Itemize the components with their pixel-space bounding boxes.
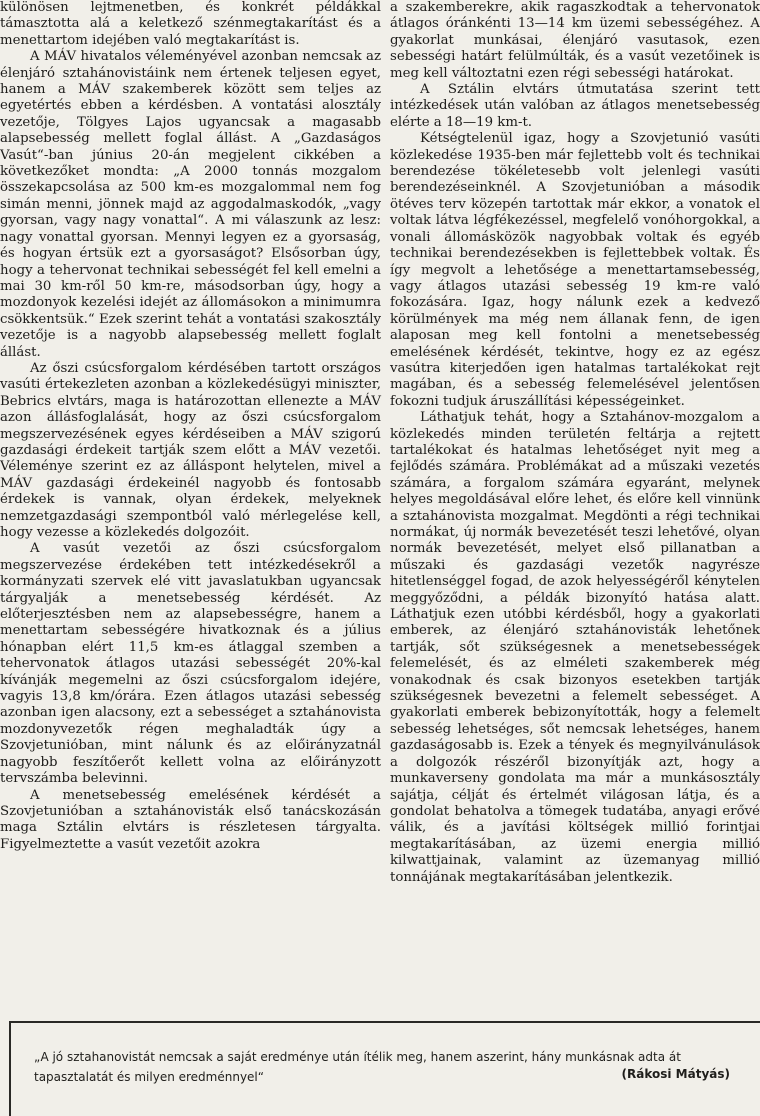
right-column: [390, 0, 760, 886]
paragraph: Láthatjuk tehát, hogy a Sztahánov-mozgalom a közlekedés minden területén feltárja a rejtett tartalékokat és hatalmas lehetőséget nyit meg a fejlődés számára. Problémákat ad a műszaki vezetés számára, a forgalom számára egyaránt, melynek helyes megoldásával előre lehet, és előre kell vinnünk a sztahánovista mozgalmat. Megdönti a régi technikai normákat, új normák bevezetését teszi lehetővé, olyan normák bevezetését, melyet első pillanatban a műszaki és gazdasági vezetők nagyrésze hitetlenséggel fogad, de azok helyességéről kénytelen meggyőződni, a példák bizonyító hatása alatt. Láthatjuk ezen utóbbi kérdésből, hogy a gyakorlati emberek, az élenjáró sztahánovisták lehetőnek tartják, sőt szükségesnek a menetsebességek felemelését, és az elméleti szakemberek még vonakodnak és csak bizonyos esetekben tartják szükségesnek bevezetni a felemelt sebességet. A gyakorlati emberek bebizonyították, hogy a felemelt sebesség lehetséges, sőt nemcsak lehetséges, hanem gazdaságosabb is. Ezek a tények és megnyilvánulások a dolgozók részéről bizonyítják azt, hogy a munkaverseny gondolata ma már a munkásosztály sajátja, célját és értelmét világosan látja, és a gondolat behatolva a tömegek tudatába, anyagi erővé válik, és a javítási költségek millió forintjai megtakarításában, az üzemi energia millió kilwattjainak, valamint az üzemanyag millió tonnájának megtakarításában jelentkezik.: [390, 410, 760, 885]
quote-author: (Rákosi Mátyás): [621, 1067, 730, 1081]
paragraph: különösen lejtmenetben, és konkrét példákkal támasztotta alá a keletkező szénmegtakarítást és a menettartom idejében való megtakarítást is.: [0, 0, 381, 48]
paragraph: A MÁV hivatalos véleményével azonban nemcsak az élenjáró sztahánovistáink nem értenek teljesen egyet, hanem a MÁV szakemberek között sem teljes az egyetértés ebben a kérdésben. A vontatási alosztály vezetője, Tölgyes Lajos ugyancsak a magasabb alapsebesség mellett foglal állást. A „Gazdaságos Vasút“-ban június 20-án megjelent cikkében a következőket mondta: „A 2000 tonnás mozgalom összekapcsolása az 500 km-es mozgalommal nem fog simán menni, jönnek majd az aggodalmaskodók, „vagy gyorsan, vagy nagy vonattal“. A mi válaszunk az lesz: nagy vonattal gyorsan. Mennyi legyen ez a gyorsaság, és hogyan értsük ezt a gyorsaságot? Elsősorban úgy, hogy a tehervonat technikai sebességét fel kell emelni a mai 30 km-ről 50 km-re, másodsorban úgy, hogy a mozdonyok kezelési idejét az állomásokon a minimumra csökkentsük.“ Ezek szerint tehát a vontatási szakosztály vezetője is a nagyobb alapsebesség mellett foglalt állást.: [0, 49, 381, 360]
paragraph: Kétségtelenül igaz, hogy a Szovjetunió vasúti közlekedése 1935-ben már fejlettebb volt és technikai berendezése tökéletesebb volt jelenlegi vasúti berendezéseinknél. A Szovjetunióban a második ötéves terv közepén tartottak már ekkor, a vonatok el voltak látva légfékezéssel, megfelelő vonóhorgokkal, a vonali állomásközök nagyobbak voltak és egyéb technikai berendezésekben is fejlettebbek voltak. És így megvolt a lehetősége a menettartamsebesség, vagy átlagos utazási sebesség 19 km-re való fokozására. Igaz, hogy nálunk ezek a kedvező körülmények ma még nem állanak fenn, de igen alaposan meg kell fontolni a menetsebesség emelésének kérdését, tekintve, hogy ez az egész vasútra kiterjedően igen hatalmas tartalékokat rejt magában, és a sebesség felemelésével jelentősen fokozni tudjuk áruszállítási képességeinket.: [390, 131, 760, 409]
column-divider: [385, 0, 386, 1000]
paragraph: Az őszi csúcsforgalom kérdésében tartott országos vasúti értekezleten azonban a közlekedésügyi miniszter, Bebrics elvtárs, maga is határozottan ellenezte a MÁV azon állásfoglalását, hogy az őszi csúcsforgalom megszervezésének egyes kérdéseiben a MÁV szigorú gazdasági érdekeit tartják szem előtt a MÁV vezetői. Véleménye szerint ez az álláspont helytelen, mivel a MÁV gazdasági érdekeinél nagyobb és fontosabb érdekek is vannak, olyan érdekek, melyeknek nemzetgazdasági szempontból való mérlegelése kell, hogy vezesse a közlekedés dolgozóit.: [0, 360, 381, 540]
paragraph: A vasút vezetői az őszi csúcsforgalom megszervezése érdekében tett intézkedésekről a kormányzati szervek elé vitt javaslatukban ugyancsak tárgyalják a menetsebesség kérdését. Az előterjesztésben nem az alapsebességre, hanem a menettartam sebességére hivatkoznak és a július hónapban elért 11,5 km-es átlaggal szemben a tehervonatok átlagos utazási sebességét 20%-kal kívánják megemelni az őszi csúcsforgalom idejére, vagyis 13,8 km/órára. Ezen átlagos utazási sebesség azonban igen alacsony, ezt a sebességet a sztahánovista mozdonyvezetők régen meghaladták úgy a Szovjetunióban, mint nálunk és az előirányzatnál nagyobb feszítőerőt kellett volna az előirányzott tervszámba belevinni.: [0, 541, 381, 787]
paragraph: a szakemberekre, akik ragaszkodtak a tehervonatok átlagos óránkénti 13—14 km üzemi sebességéhez. A gyakorlat munkásai, élenjáró vasutasok, ezen sebességi határt felülmúlták, és a vasút vezetőinek is meg kell változtatni ezen régi sebességi határokat.: [390, 0, 760, 81]
paragraph: A Sztálin elvtárs útmutatása szerint tett intézkedések után valóban az átlagos menetsebesség elérte a 18—19 km-t.: [390, 82, 760, 130]
left-column: [0, 0, 381, 853]
quote-text: „A jó sztahanovistát nemcsak a saját eredménye után ítélik meg, hanem aszerint, hány munkásnak adta át tapasztalatát és milyen eredménnyel“: [34, 1050, 681, 1084]
paragraph: A menetsebesség emelésének kérdését a Szovjetunióban a sztahánovisták első tanácskozásán maga Sztálin elvtárs is részletesen tárgyalta. Figyelmeztette a vasút vezetőit azokra: [0, 787, 381, 852]
